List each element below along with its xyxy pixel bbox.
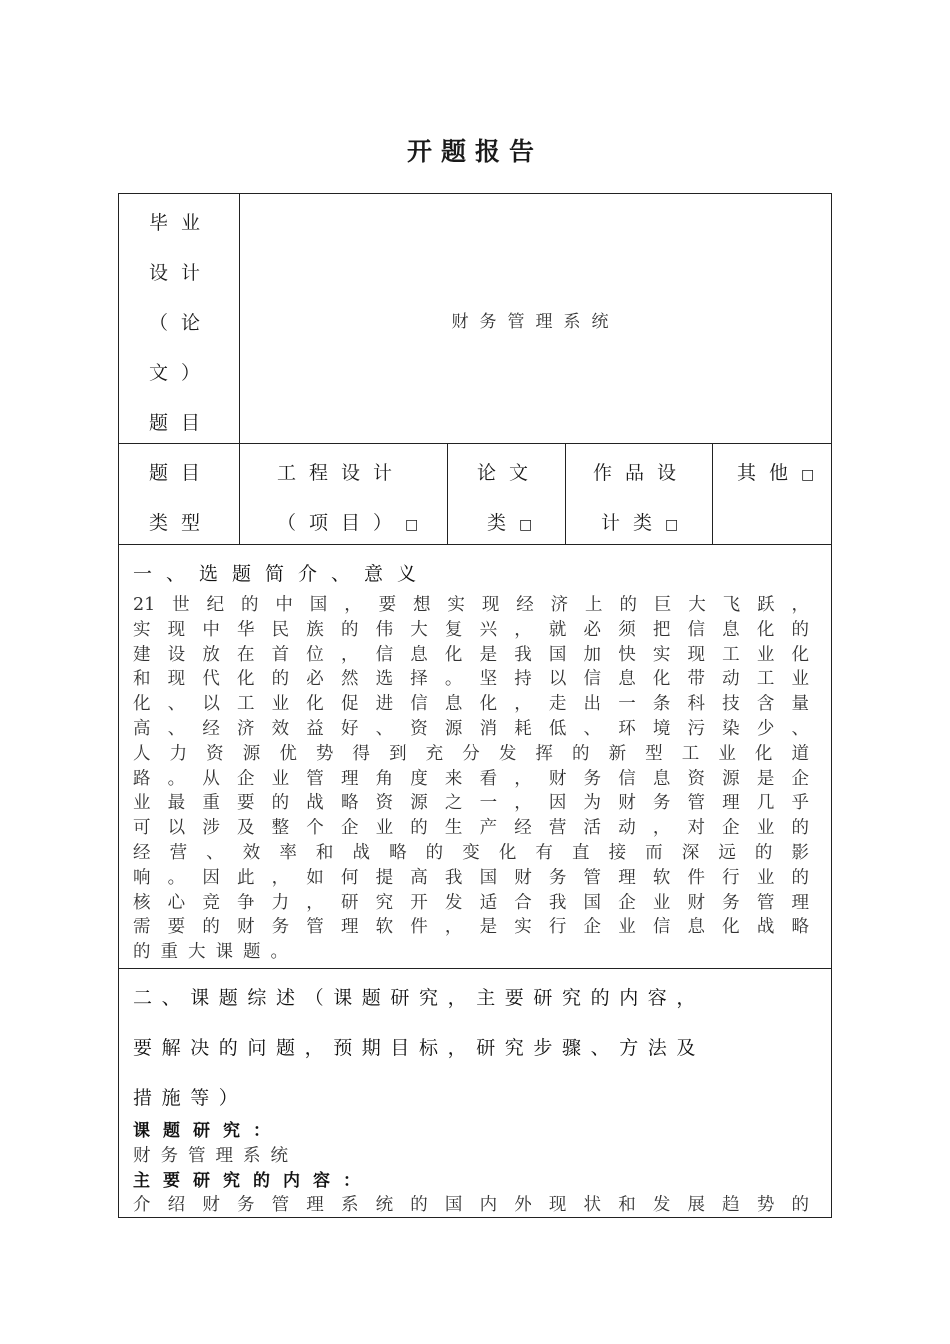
body-line: 经营、效率和战略的变化有直接而深远的影 bbox=[133, 842, 809, 863]
type-label-line: 题目 bbox=[149, 462, 214, 484]
divider bbox=[565, 444, 566, 544]
body-line: 和现代化的必然选择。坚持以信息化带动工业 bbox=[133, 669, 809, 690]
section1-body bbox=[133, 593, 809, 965]
checkbox[interactable]: □ bbox=[405, 517, 419, 533]
proposal-form bbox=[118, 193, 832, 1218]
body-line: 响。因此，如何提高我国财务管理软件行业的 bbox=[133, 867, 809, 888]
checkbox[interactable]: □ bbox=[801, 467, 815, 483]
topic-label-line: （论 bbox=[149, 312, 214, 334]
body-line: 财务管理系统 bbox=[133, 1145, 298, 1166]
option-label: （项目）□ bbox=[277, 512, 419, 534]
checkbox[interactable]: □ bbox=[665, 517, 679, 533]
heading-line: 要解决的问题，预期目标，研究步骤、方法及 bbox=[133, 1037, 706, 1059]
topic-label-line: 毕业 bbox=[149, 212, 214, 234]
divider bbox=[447, 444, 448, 544]
section2-body bbox=[133, 1119, 809, 1218]
divider bbox=[119, 544, 831, 545]
type-label-line: 类型 bbox=[149, 512, 214, 534]
heading-line: 二、课题综述（课题研究，主要研究的内容， bbox=[133, 987, 706, 1009]
body-line: 的重大课题。 bbox=[133, 942, 298, 963]
option-label: 论文 bbox=[477, 462, 542, 484]
option-label: 作品设 bbox=[593, 462, 690, 484]
subheading: 主要研究的内容： bbox=[133, 1170, 373, 1191]
divider bbox=[119, 968, 831, 969]
section1-heading: 一、选题简介、意义 bbox=[133, 563, 431, 585]
heading-line: 措施等） bbox=[133, 1087, 248, 1109]
body-line: 核心竞争力，研究开发适合我国企业财务管理 bbox=[133, 892, 809, 913]
body-line: 高、经济效益好、资源消耗低、环境污染少、 bbox=[133, 718, 809, 739]
body-line: 业最重要的战略资源之一，因为财务管理几乎 bbox=[133, 793, 809, 814]
body-line: 实现中华民族的伟大复兴，就必须把信息化的 bbox=[133, 619, 809, 640]
subheading: 课题研究： bbox=[133, 1121, 283, 1141]
topic-label-line: 文） bbox=[149, 362, 214, 384]
body-line: 建设放在首位，信息化是我国加快实现工业化 bbox=[133, 644, 809, 665]
body-line: 需要的财务管理软件，是实行企业信息化战略 bbox=[133, 917, 809, 938]
body-line: 介绍财务管理系统的国内外现状和发展趋势的 bbox=[133, 1195, 809, 1216]
topic-value: 财务管理系统 bbox=[451, 311, 620, 332]
body-line: 人力资源优势得到充分发挥的新型工业化道 bbox=[133, 743, 809, 764]
page-title: 开题报告 bbox=[406, 137, 543, 166]
body-line: 21世纪的中国，要想实现经济上的巨大飞跃， bbox=[133, 595, 809, 615]
option-label: 工程设计 bbox=[277, 462, 406, 484]
body-line: 路。从企业管理角度来看，财务信息资源是企 bbox=[133, 768, 809, 789]
divider bbox=[712, 444, 713, 544]
body-line: 可以涉及整个企业的生产经营活动，对企业的 bbox=[133, 818, 809, 839]
option-label: 计类□ bbox=[601, 512, 679, 534]
body-line: 化、以工业化促进信息化，走出一条科技含量 bbox=[133, 694, 809, 715]
topic-label-line: 设计 bbox=[149, 262, 214, 284]
option-label: 类□ bbox=[487, 512, 533, 534]
option-label: 其他□ bbox=[737, 462, 815, 484]
checkbox[interactable]: □ bbox=[519, 517, 533, 533]
topic-label-line: 题目 bbox=[149, 412, 214, 434]
